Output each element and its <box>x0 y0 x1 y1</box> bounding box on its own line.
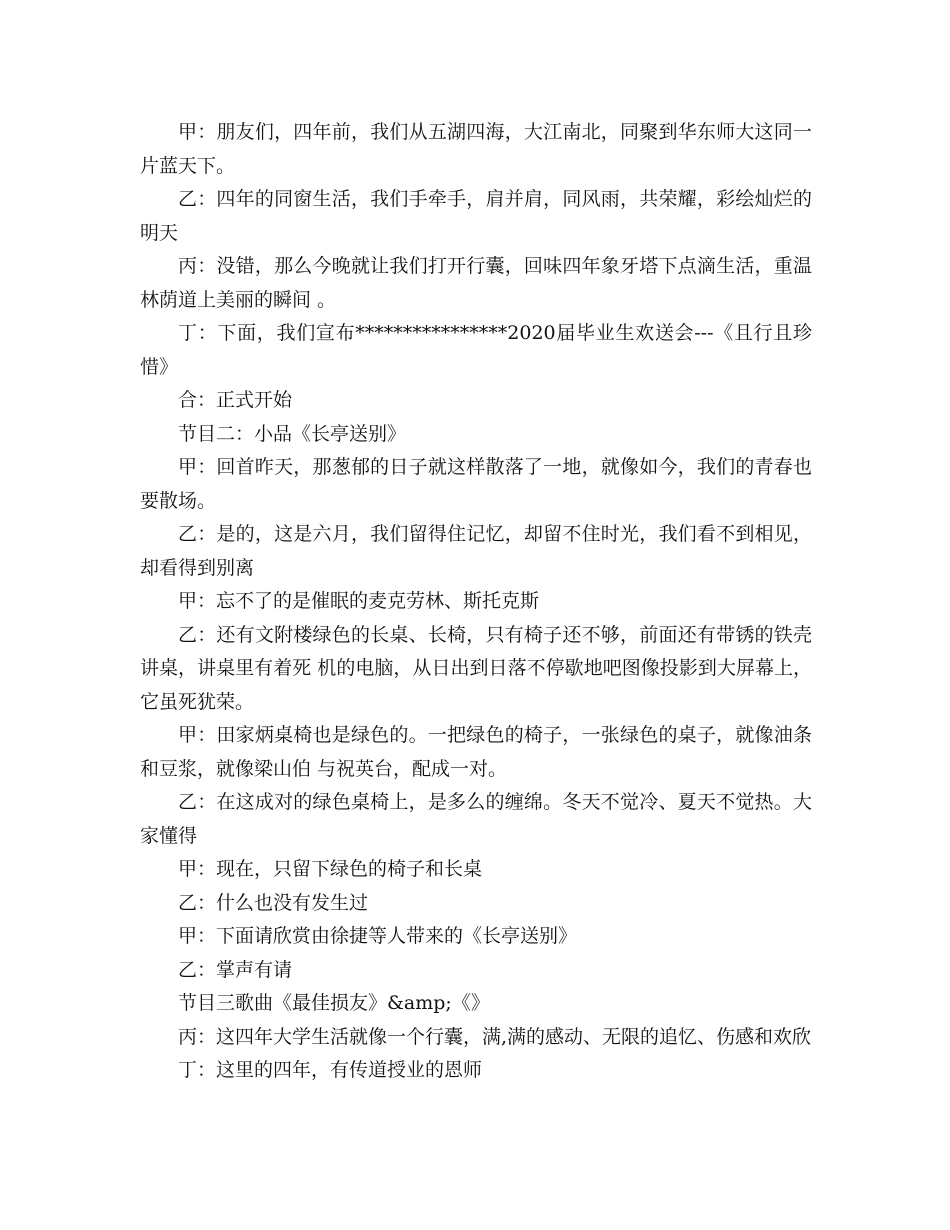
paragraph-4: 丁：下面，我们宣布****************2020届毕业生欢送会---《且行且珍惜》 <box>140 322 812 378</box>
paragraph-2: 乙：四年的同窗生活，我们手牵手，肩并肩，同风雨，共荣耀，彩绘灿烂的明天 <box>140 188 812 244</box>
paragraph-7: 甲：回首昨天，那葱郁的日子就这样散落了一地，就像如今，我们的青春也要散场。 <box>140 456 812 512</box>
paragraph-12: 乙：在这成对的绿色桌椅上，是多么的缠绵。冬天不觉冷、夏天不觉热。大家懂得 <box>140 791 812 847</box>
paragraph-14: 乙：什么也没有发生过 <box>178 891 369 914</box>
paragraph-3: 丙：没错，那么今晚就让我们打开行囊，回味四年象牙塔下点滴生活，重温林荫道上美丽的瞬间 。 <box>140 255 812 311</box>
program-3-heading: 节目三歌曲《最佳损友》&amp;《》 <box>178 992 490 1014</box>
paragraph-13: 甲：现在，只留下绿色的椅子和长桌 <box>178 858 483 880</box>
paragraph-1: 甲：朋友们，四年前，我们从五湖四海，大江南北，同聚到华东师大这同一片蓝天下。 <box>140 121 812 177</box>
paragraph-10: 乙：还有文附楼绿色的长桌、长椅，只有椅子还不够，前面还有带锈的铁壳讲桌，讲桌里有着死 机的电脑，从日出到日落不停歇地吧图像投影到大屏幕上，它虽死犹荣。 <box>140 623 812 713</box>
paragraph-19: 丁：这里的四年，有传道授业的恩师 <box>178 1059 483 1081</box>
paragraph-9: 甲：忘不了的是催眠的麦克劳林、斯托克斯 <box>178 590 540 612</box>
paragraph-5: 合：正式开始 <box>178 389 293 411</box>
document-body <box>140 116 812 1088</box>
paragraph-15: 甲：下面请欣赏由徐捷等人带来的《长亭送别》 <box>178 925 578 947</box>
paragraph-16: 乙：掌声有请 <box>178 958 293 981</box>
paragraph-18: 丙：这四年大学生活就像一个行囊，满,满的感动、无限的追忆、伤感和欢欣 <box>178 1025 812 1048</box>
program-2-heading: 节目二：小品《长亭送别》 <box>178 422 407 445</box>
paragraph-8: 乙：是的，这是六月，我们留得住记忆，却留不住时光，我们看不到相见，却看得到别离 <box>140 523 812 579</box>
paragraph-11: 甲：田家炳桌椅也是绿色的。一把绿色的椅子，一张绿色的桌子，就像油条和豆浆，就像梁山伯 与祝英台，配成一对。 <box>140 724 812 780</box>
